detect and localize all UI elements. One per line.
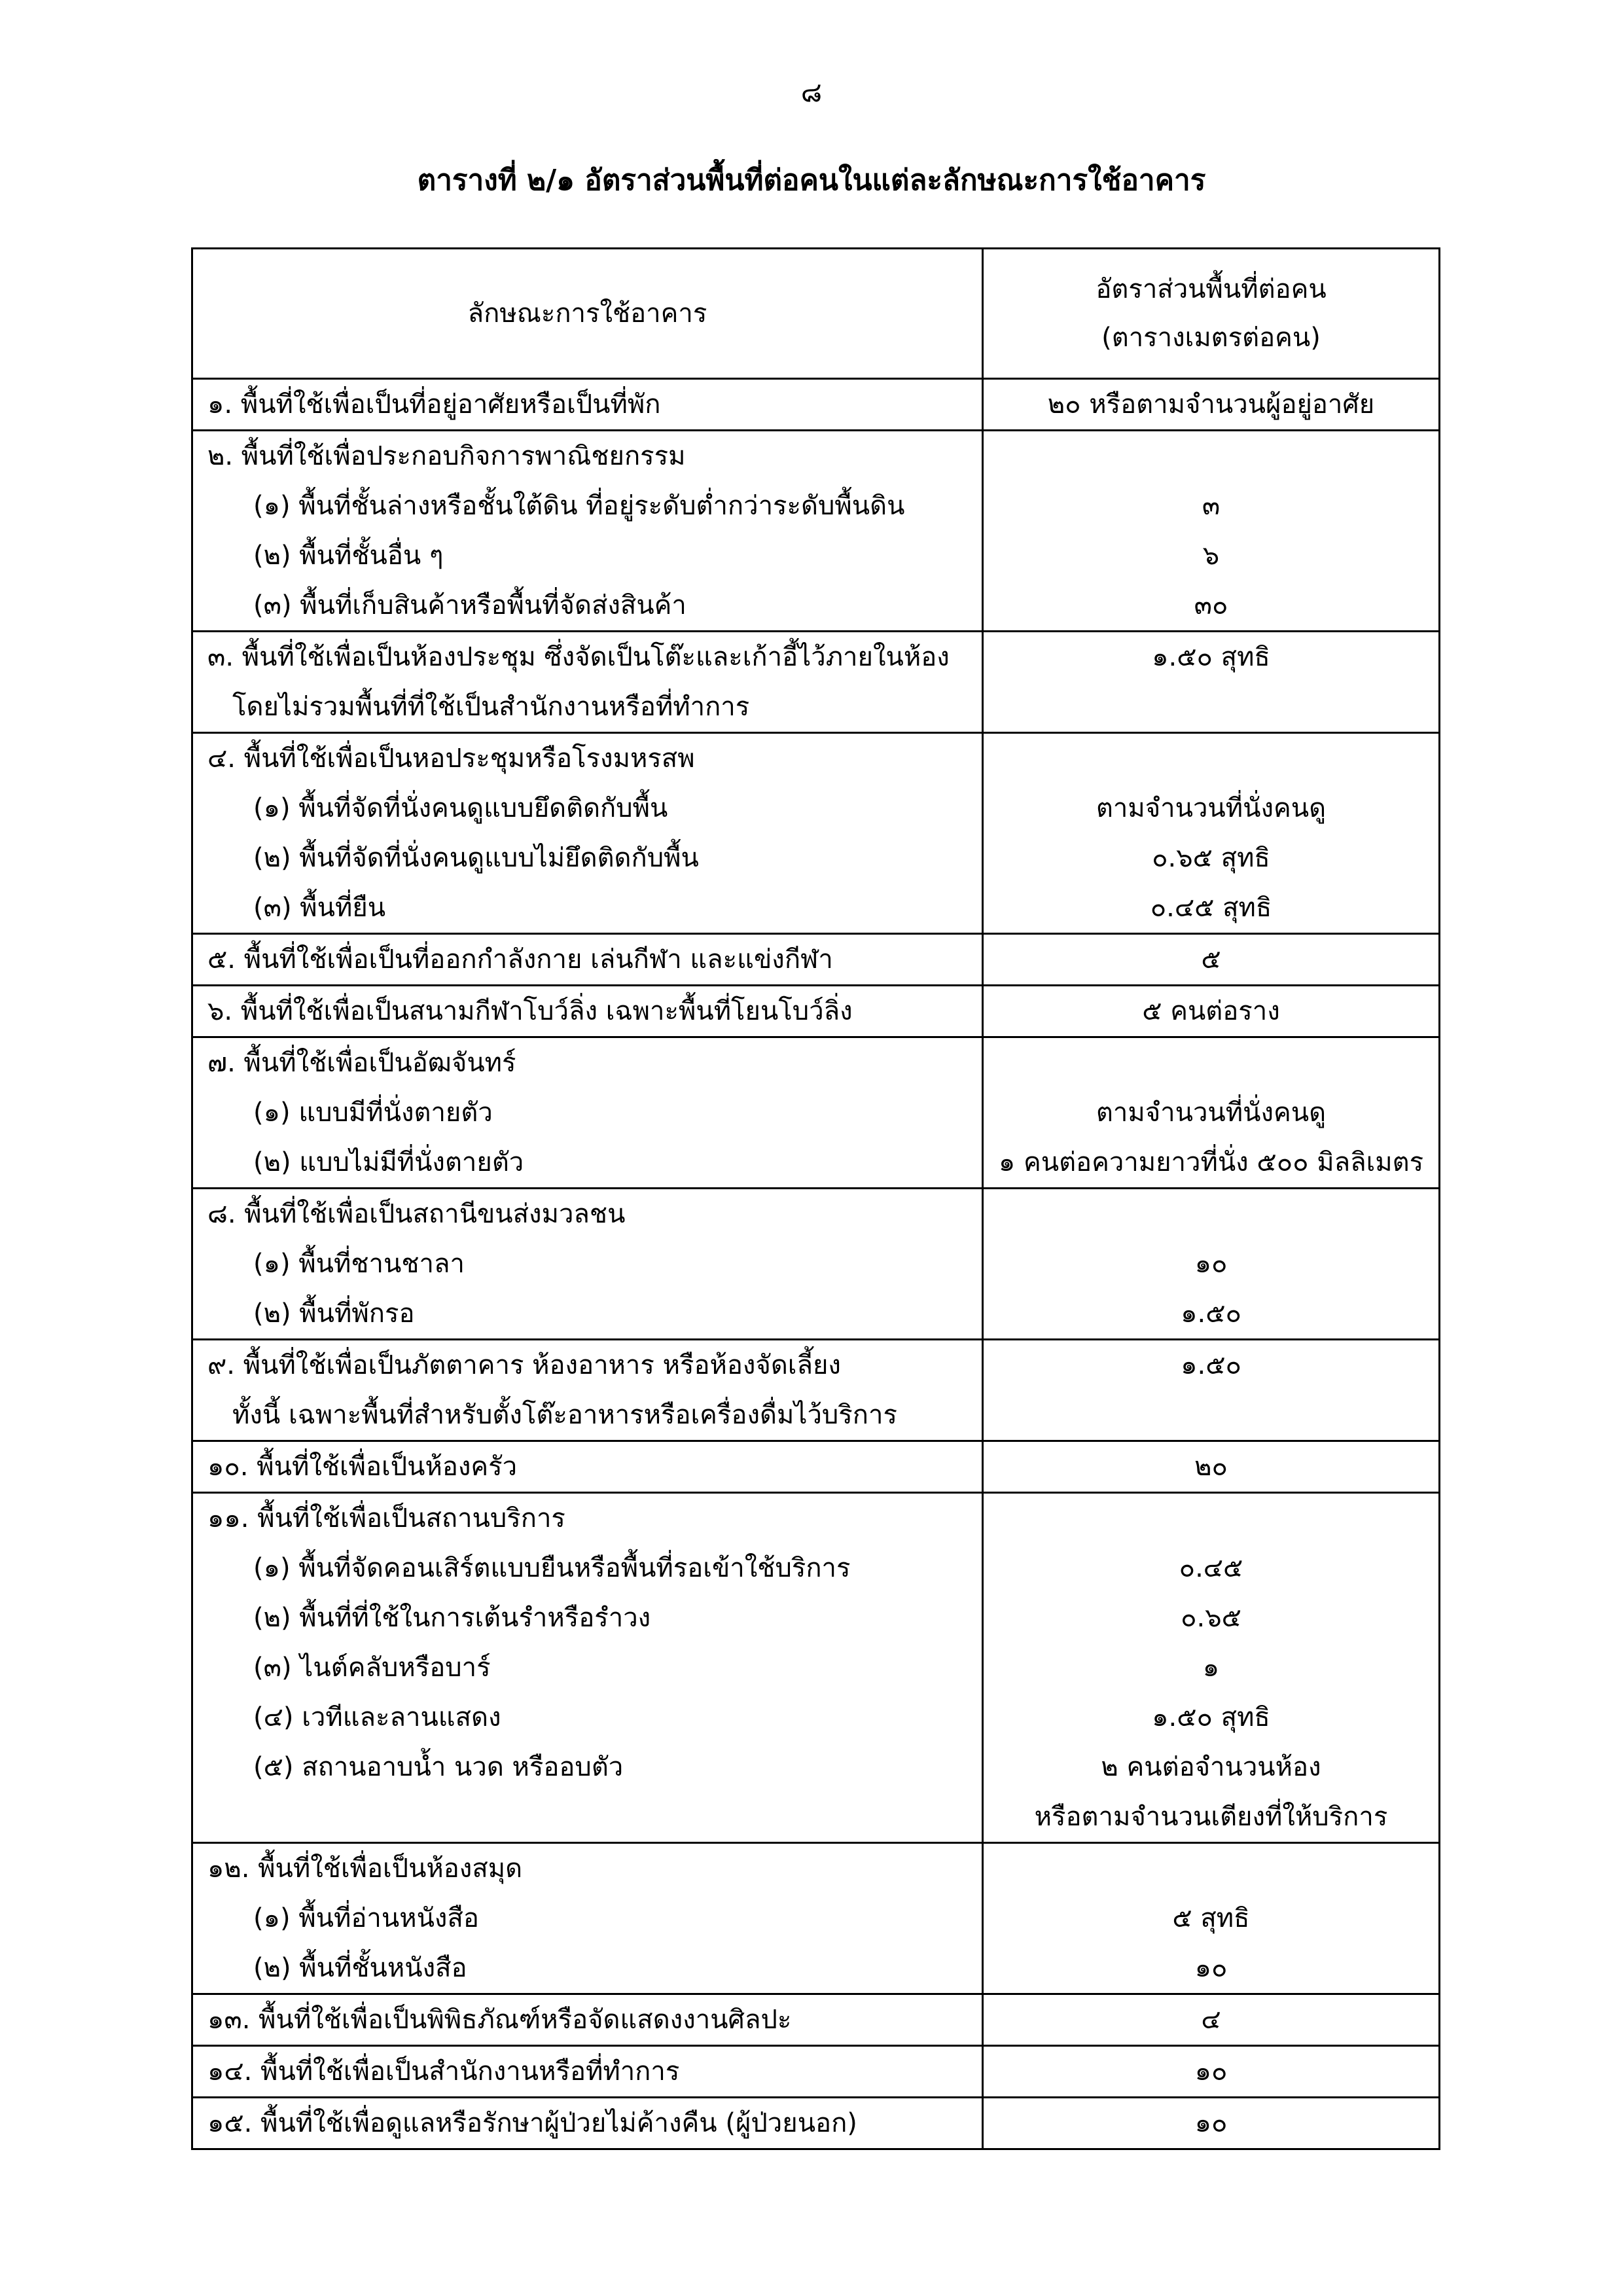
usage-subitem-label: (๒) พื้นที่จัดที่นั่งคนดูแบบไม่ยึดติดกับพื้น <box>253 843 699 873</box>
usage-category-label: ๒. พื้นที่ใช้เพื่อประกอบกิจการพาณิชยกรรม <box>207 441 686 471</box>
usage-subitem-label: (๔) เวทีและลานแสดง <box>253 1702 501 1732</box>
area-ratio-value <box>984 1038 1438 1088</box>
area-ratio-value <box>984 1189 1438 1239</box>
usage-subitem-label: (๒) พื้นที่ที่ใช้ในการเต้นรำหรือรำวง <box>253 1603 651 1633</box>
table-row <box>192 986 1440 1037</box>
area-ratio-cell <box>983 1037 1440 1189</box>
area-ratio-cell <box>983 1441 1440 1493</box>
header-area-ratio-unit: (ตารางเมตรต่อคน) <box>1101 323 1321 353</box>
area-ratio-value: ๒ คนต่อจำนวนห้อง <box>1101 1752 1321 1782</box>
table-row <box>192 1340 1440 1441</box>
area-ratio-value: ๑.๕๐ <box>1181 1299 1241 1329</box>
area-ratio-cell <box>983 934 1440 986</box>
header-usage-type <box>192 249 983 379</box>
usage-type-cell <box>192 2098 983 2149</box>
area-ratio-value: ๑ <box>1202 1653 1220 1683</box>
usage-category-label: ๔. พื้นที่ใช้เพื่อเป็นหอประชุมหรือโรงมหรสพ <box>207 744 695 774</box>
area-ratio-value: ๐.๔๕ <box>1179 1553 1243 1583</box>
table-title: ตารางที่ ๒/๑ อัตราส่วนพื้นที่ต่อคนในแต่ละลักษณะการใช้อาคาร <box>417 164 1206 197</box>
area-ratio-table <box>191 247 1440 2150</box>
usage-subitem-label: (๒) แบบไม่มีที่นั่งตายตัว <box>253 1147 524 1177</box>
usage-type-cell <box>192 379 983 431</box>
area-ratio-value: ๒๐ หรือตามจำนวนผู้อยู่อาศัย <box>1047 389 1375 420</box>
area-ratio-value: ๖ <box>1202 541 1220 571</box>
table-header-row <box>192 249 1440 379</box>
area-ratio-value <box>984 1494 1438 1543</box>
area-ratio-value: ตามจำนวนที่นั่งคนดู <box>1096 793 1327 823</box>
area-ratio-value: หรือตามจำนวนเตียงที่ให้บริการ <box>1034 1802 1388 1832</box>
table-row <box>192 1994 1440 2046</box>
usage-type-cell <box>192 2046 983 2098</box>
table-row <box>192 2098 1440 2149</box>
usage-type-cell <box>192 431 983 632</box>
area-ratio-value: ตามจำนวนที่นั่งคนดู <box>1096 1098 1327 1128</box>
area-ratio-value: ๑๐ <box>1194 1953 1228 1983</box>
usage-subitem-label <box>193 1792 982 1842</box>
usage-subitem-label: ทั้งนี้ เฉพาะพื้นที่สำหรับตั้งโต๊ะอาหารหรือเครื่องดื่มไว้บริการ <box>232 1400 897 1430</box>
page-number: ๘ <box>800 76 823 108</box>
usage-type-cell <box>192 1340 983 1441</box>
area-ratio-value: ๕ คนต่อราง <box>1142 996 1280 1026</box>
usage-type-cell <box>192 934 983 986</box>
area-ratio-value: ๕ สุทธิ <box>1172 1903 1250 1933</box>
usage-category-label: ๙. พื้นที่ใช้เพื่อเป็นภัตตาคาร ห้องอาหาร หรือห้องจัดเลี้ยง <box>207 1350 841 1380</box>
usage-subitem-label: (๑) พื้นที่ชานชาลา <box>253 1249 465 1279</box>
area-ratio-cell <box>983 632 1440 733</box>
table-row <box>192 733 1440 934</box>
usage-subitem-label: (๒) พื้นที่ชั้นหนังสือ <box>253 1953 467 1983</box>
usage-type-cell <box>192 1843 983 1994</box>
usage-subitem-label: (๑) พื้นที่จัดที่นั่งคนดูแบบยึดติดกับพื้น <box>253 793 668 823</box>
table-row <box>192 1493 1440 1843</box>
area-ratio-value: ๑.๕๐ สุทธิ <box>1152 1702 1270 1732</box>
area-ratio-value <box>984 682 1438 732</box>
area-ratio-value: ๐.๖๕ <box>1181 1603 1241 1633</box>
area-ratio-cell <box>983 1189 1440 1340</box>
header-usage-type-label: ลักษณะการใช้อาคาร <box>467 298 707 329</box>
area-ratio-cell <box>983 1493 1440 1843</box>
usage-category-label: ๘. พื้นที่ใช้เพื่อเป็นสถานีขนส่งมวลชน <box>207 1199 626 1229</box>
table-row <box>192 431 1440 632</box>
area-ratio-value: ๕ <box>1201 944 1221 975</box>
table-row <box>192 379 1440 431</box>
table-row <box>192 934 1440 986</box>
usage-category-label: ๓. พื้นที่ใช้เพื่อเป็นห้องประชุม ซึ่งจัดเป็นโต๊ะและเก้าอี้ไว้ภายในห้อง <box>207 642 950 672</box>
table-row <box>192 1843 1440 1994</box>
usage-subitem-label: (๑) แบบมีที่นั่งตายตัว <box>253 1098 493 1128</box>
usage-type-cell <box>192 733 983 934</box>
area-ratio-value <box>984 1844 1438 1893</box>
usage-subitem-label: (๑) พื้นที่จัดคอนเสิร์ตแบบยืนหรือพื้นที่รอเข้าใช้บริการ <box>253 1553 851 1583</box>
usage-category-label: ๑๔. พื้นที่ใช้เพื่อเป็นสำนักงานหรือที่ทำการ <box>207 2056 680 2087</box>
area-ratio-value: ๑.๕๐ <box>1181 1350 1241 1380</box>
usage-category-label: ๑๒. พื้นที่ใช้เพื่อเป็นห้องสมุด <box>207 1854 523 1884</box>
usage-category-label: ๑๐. พื้นที่ใช้เพื่อเป็นห้องครัว <box>207 1452 518 1482</box>
table-row <box>192 1441 1440 1493</box>
usage-category-label: ๑๕. พื้นที่ใช้เพื่อดูแลหรือรักษาผู้ป่วยไม่ค้างคืน (ผู้ป่วยนอก) <box>207 2108 857 2138</box>
area-ratio-value <box>984 1390 1438 1440</box>
area-ratio-value: ๒๐ <box>1194 1452 1228 1482</box>
area-ratio-value: ๑ คนต่อความยาวที่นั่ง ๕๐๐ มิลลิเมตร <box>998 1147 1424 1177</box>
usage-type-cell <box>192 1994 983 2046</box>
usage-subitem-label: (๕) สถานอาบน้ำ นวด หรืออบตัว <box>253 1752 624 1782</box>
area-ratio-value: ๑๐ <box>1194 2056 1228 2087</box>
area-ratio-cell <box>983 431 1440 632</box>
header-area-ratio <box>983 249 1440 379</box>
usage-type-cell <box>192 1493 983 1843</box>
area-ratio-value <box>984 734 1438 783</box>
usage-type-cell <box>192 1441 983 1493</box>
usage-type-cell <box>192 1189 983 1340</box>
table-row <box>192 1037 1440 1189</box>
area-ratio-value: ๓๐ <box>1194 590 1228 620</box>
area-ratio-cell <box>983 2098 1440 2149</box>
area-ratio-cell <box>983 986 1440 1037</box>
area-ratio-cell <box>983 1340 1440 1441</box>
usage-category-label: ๕. พื้นที่ใช้เพื่อเป็นที่ออกกำลังกาย เล่นกีฬา และแข่งกีฬา <box>207 944 833 975</box>
header-area-ratio-label: อัตราส่วนพื้นที่ต่อคน <box>1096 274 1327 304</box>
usage-category-label: ๑๓. พื้นที่ใช้เพื่อเป็นพิพิธภัณฑ์หรือจัดแสดงงานศิลปะ <box>207 2005 792 2035</box>
area-ratio-value: ๑๐ <box>1194 2108 1228 2138</box>
usage-subitem-label: โดยไม่รวมพื้นที่ที่ใช้เป็นสำนักงานหรือที่ทำการ <box>232 692 750 722</box>
usage-subitem-label: (๑) พื้นที่ชั้นล่างหรือชั้นใต้ดิน ที่อยู่ระดับต่ำกว่าระดับพื้นดิน <box>253 491 905 521</box>
usage-category-label: ๖. พื้นที่ใช้เพื่อเป็นสนามกีฬาโบว์ลิ่ง เฉพาะพื้นที่โยนโบว์ลิ่ง <box>207 996 853 1026</box>
usage-subitem-label: (๓) ไนต์คลับหรือบาร์ <box>253 1653 491 1683</box>
usage-subitem-label: (๒) พื้นที่พักรอ <box>253 1299 415 1329</box>
area-ratio-value: ๐.๖๕ สุทธิ <box>1152 843 1270 873</box>
usage-category-label: ๑๑. พื้นที่ใช้เพื่อเป็นสถานบริการ <box>207 1503 565 1534</box>
usage-subitem-label: (๒) พื้นที่ชั้นอื่น ๆ <box>253 541 444 571</box>
area-ratio-cell <box>983 2046 1440 2098</box>
usage-subitem-label: (๓) พื้นที่เก็บสินค้าหรือพื้นที่จัดส่งสินค้า <box>253 590 687 620</box>
table-row <box>192 1189 1440 1340</box>
usage-type-cell <box>192 986 983 1037</box>
usage-type-cell <box>192 1037 983 1189</box>
area-ratio-value: ๐.๔๕ สุทธิ <box>1150 893 1272 923</box>
area-ratio-value: ๓ <box>1202 491 1221 521</box>
area-ratio-cell <box>983 1843 1440 1994</box>
area-ratio-cell <box>983 1994 1440 2046</box>
table-row <box>192 632 1440 733</box>
usage-type-cell <box>192 632 983 733</box>
area-ratio-cell <box>983 733 1440 934</box>
table-row <box>192 2046 1440 2098</box>
area-ratio-value: ๔ <box>1201 2005 1221 2035</box>
usage-category-label: ๗. พื้นที่ใช้เพื่อเป็นอัฒจันทร์ <box>207 1048 516 1078</box>
usage-subitem-label: (๓) พื้นที่ยืน <box>253 893 386 923</box>
area-ratio-value <box>984 431 1438 481</box>
usage-subitem-label: (๑) พื้นที่อ่านหนังสือ <box>253 1903 479 1933</box>
area-ratio-value: ๑๐ <box>1194 1249 1228 1279</box>
usage-category-label: ๑. พื้นที่ใช้เพื่อเป็นที่อยู่อาศัยหรือเป็นที่พัก <box>207 389 661 420</box>
area-ratio-cell <box>983 379 1440 431</box>
area-ratio-value: ๑.๕๐ สุทธิ <box>1152 642 1270 672</box>
